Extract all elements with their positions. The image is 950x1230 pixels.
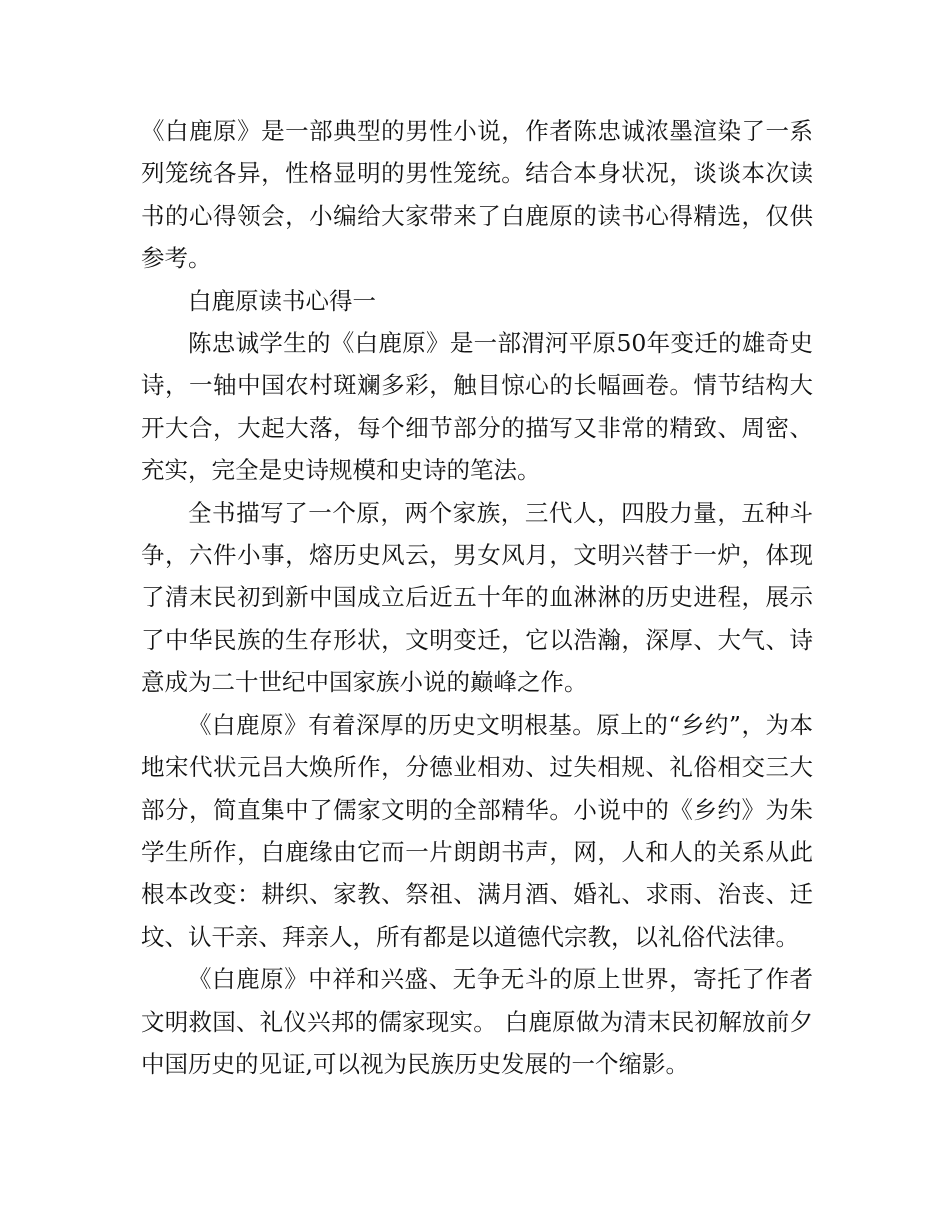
section-heading: 白鹿原读书心得一 — [188, 286, 376, 315]
body-paragraph: 《白鹿原》有着深厚的历史文明根基。原上的“乡约”，为本地宋代状元吕大焕所作，分德业相劝、过失相规、礼俗相交三大部分，简直集中了儒家文明的全部精华。小说中的《乡约》为朱学生所作，白鹿缘由它而一片朗朗书声，网，人和人的关系从此根本改变：耕织、家教、祭祖、满月酒、婚礼、求雨、治丧、迁坟、认干亲、拜亲人，所有都是以道德代宗教，以礼俗代法律。 — [141, 710, 813, 951]
body-paragraph: 《白鹿原》中祥和兴盛、无争无斗的原上世界，寄托了作者文明救国、礼仪兴邦的儒家现实。 白鹿原做为清末民初解放前夕中国历史的见证,可以视为民族历史发展的一个缩影。 — [141, 965, 813, 1078]
body-paragraph: 全书描写了一个原，两个家族，三代人，四股力量，五种斗争，六件小事，熔历史风云，男女风月，文明兴替于一炉，体现了清末民初到新中国成立后近五十年的血淋淋的历史进程，展示了中华民族的生存形状，文明变迁，它以浩瀚，深厚、大气、诗意成为二十世纪中国家族小说的巅峰之作。 — [141, 498, 813, 697]
intro-paragraph: 《白鹿原》是一部典型的男性小说，作者陈忠诚浓墨渲染了一系列笼统各异，性格显明的男性笼统。结合本身状况，谈谈本次读书的心得领会，小编给大家带来了白鹿原的读书心得精选，仅供参考。 — [141, 117, 813, 273]
document-page — [141, 110, 813, 1085]
body-paragraph: 陈忠诚学生的《白鹿原》是一部渭河平原50年变迁的雄奇史诗，一轴中国农村斑斓多彩，触目惊心的长幅画卷。情节结构大开大合，大起大落，每个细节部分的描写又非常的精致、周密、充实，完全是史诗规模和史诗的笔法。 — [141, 329, 813, 485]
